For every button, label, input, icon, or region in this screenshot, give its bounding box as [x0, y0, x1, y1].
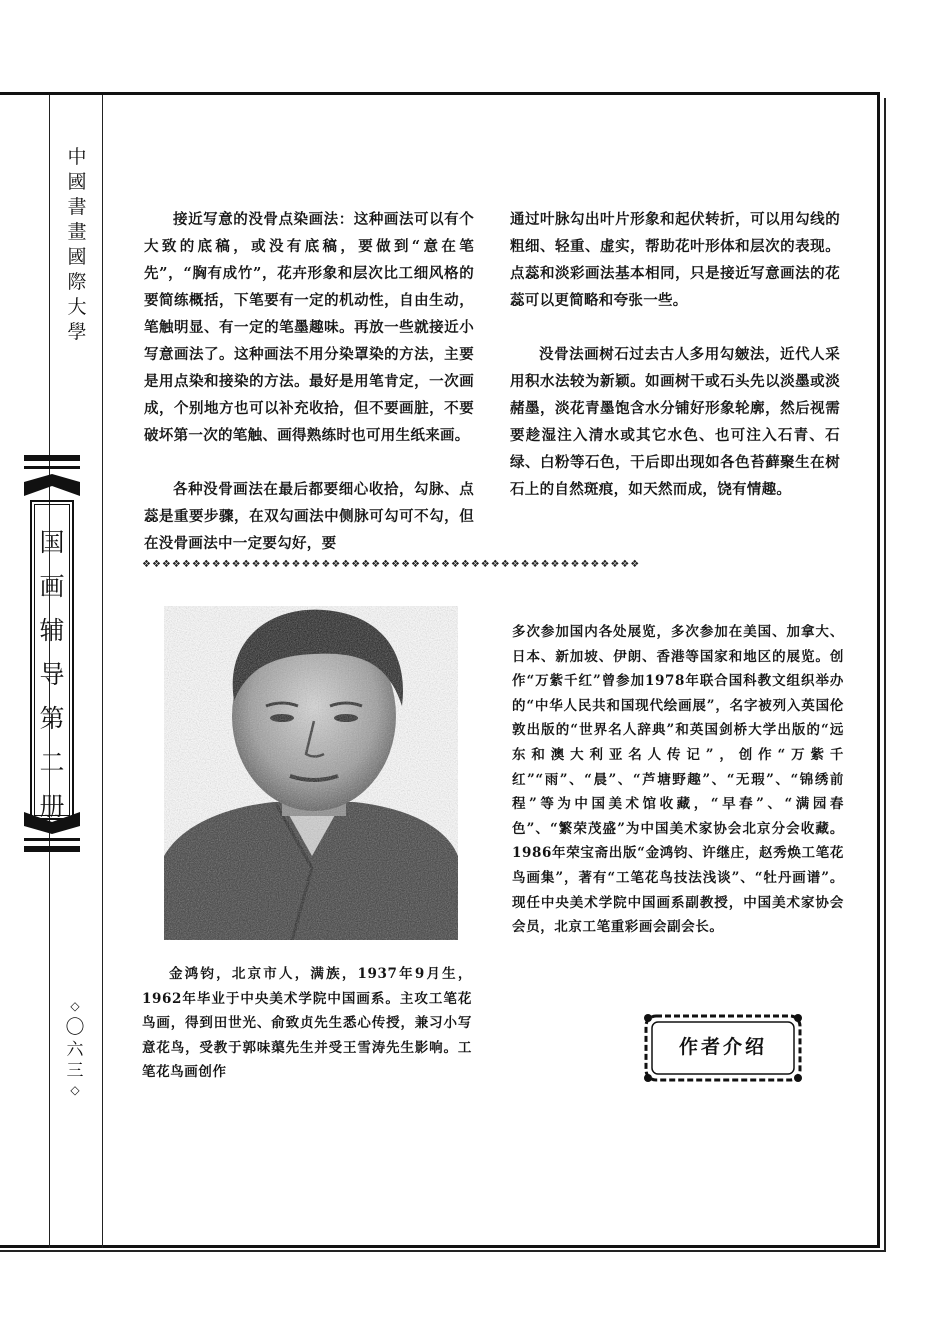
author-bio-left: 金鸿钧，北京市人，满族，1937年9月生，1962年毕业于中央美术学院中国画系。主攻工笔花鸟画，得到田世光、俞致贞先生悉心传授，兼习小写意花鸟，受教于郭味蕖先生并受王雪涛先生影响。工笔花鸟画创作: [142, 966, 472, 1081]
title-char: 第: [39, 704, 65, 733]
book-title: [38, 530, 66, 838]
chevron-ornament-top: [24, 474, 80, 496]
sidebar-rule-right: [102, 95, 103, 1248]
series-char: 中: [67, 146, 87, 168]
title-char: 画: [39, 572, 65, 601]
title-char: 二: [39, 748, 65, 777]
title-char: 辅: [39, 616, 65, 645]
title-ornament-top: [24, 455, 80, 469]
page-number-char: 三: [66, 1061, 84, 1081]
series-char: 畫: [67, 221, 87, 243]
author-bio-right: 多次参加国内各处展览，多次参加在美国、加拿大、日本、新加坡、伊朗、香港等国家和地区的展览。创作“万紫千红”曾参加1978年联合国科教文组织举办的“中华人民共和国现代绘画展”，名字被列入英国伦敦出版的“世界名人辞典”和英国剑桥大学出版的“远东和澳大利亚名人传记”，创作“万紫千红”“雨”、“晨”、“芦塘野趣”、“无瑕”、“锦绣前程”等为中国美术馆收藏，“早春”、“满园春色”、“繁荣茂盛”为中国美术家协会北京分会收藏。1986年荣宝斋出版“金鸿钧、许继庄，赵秀焕工笔花鸟画集”，著有“工笔花鸟技法浅谈”、“牡丹画谱”。现任中央美术学院中国画系副教授，中国美术家协会会员，北京工笔重彩画会副会长。: [512, 624, 844, 936]
series-name: [62, 148, 92, 348]
series-char: 大: [67, 296, 87, 318]
author-intro-label: 作者介绍: [678, 1036, 767, 1058]
page-number-char: 六: [66, 1040, 84, 1060]
page-number-char: 〇: [65, 1016, 85, 1038]
series-char: 際: [67, 271, 87, 293]
series-char: 書: [67, 196, 87, 218]
title-char: 国: [39, 528, 65, 557]
page-number-diamond: ◇: [70, 1083, 80, 1097]
series-char: 國: [67, 171, 87, 193]
page-number-diamond: ◇: [70, 999, 80, 1013]
ornamental-divider: ❖❖❖❖❖❖❖❖❖❖❖❖❖❖❖❖❖❖❖❖❖❖❖❖❖❖❖❖❖❖❖❖❖❖❖❖❖❖❖❖❖❖❖❖❖❖❖❖❖❖: [142, 559, 641, 570]
article-paragraph: 没骨法画树石过去古人多用勾皴法，近代人采用积水法较为新颖。如画树干或石头先以淡墨或淡赭墨，淡花青墨饱含水分铺好形象轮廓，然后视需要趁湿注入清水或其它水色、也可注入石青、石绿、白粉等石色，干后即出现如各色苔藓聚生在树石上的自然斑痕，如天然而成，饶有情趣。: [510, 346, 840, 498]
article-paragraph: 接近写意的没骨点染画法：这种画法可以有个大致的底稿，或没有底稿，要做到“意在笔先”，“胸有成竹”，花卉形象和层次比工细风格的要简练概括，下笔要有一定的机动性，自由生动，笔触明显、有一定的笔墨趣味。再放一些就接近小写意画法了。这种画法不用分染罩染的方法，主要是用点染和接染的方法。最好是用笔肯定，一次画成，个别地方也可以补充收拾，但不要画脏，不要破坏第一次的笔触、画得熟练时也可用生纸来画。: [144, 211, 474, 444]
article-paragraph: 各种没骨画法在最后都要细心收拾，勾脉、点蕊是重要步骤，在双勾画法中侧脉可勾可不勾，但在没骨画法中一定要勾好，要: [144, 481, 474, 552]
series-char: 國: [67, 246, 87, 268]
article-paragraph: 通过叶脉勾出叶片形象和起伏转折，可以用勾线的粗细、轻重、虚实，帮助花叶形体和层次的表现。点蕊和淡彩画法基本相同，只是接近写意画法的花蕊可以更简略和夸张一些。: [510, 211, 840, 309]
title-char: 导: [39, 660, 65, 689]
author-portrait-photo: [164, 606, 458, 940]
page-number: [60, 1000, 90, 1102]
title-char: 册: [39, 792, 65, 821]
series-char: 學: [67, 321, 87, 343]
title-ornament-bottom: [24, 838, 80, 857]
